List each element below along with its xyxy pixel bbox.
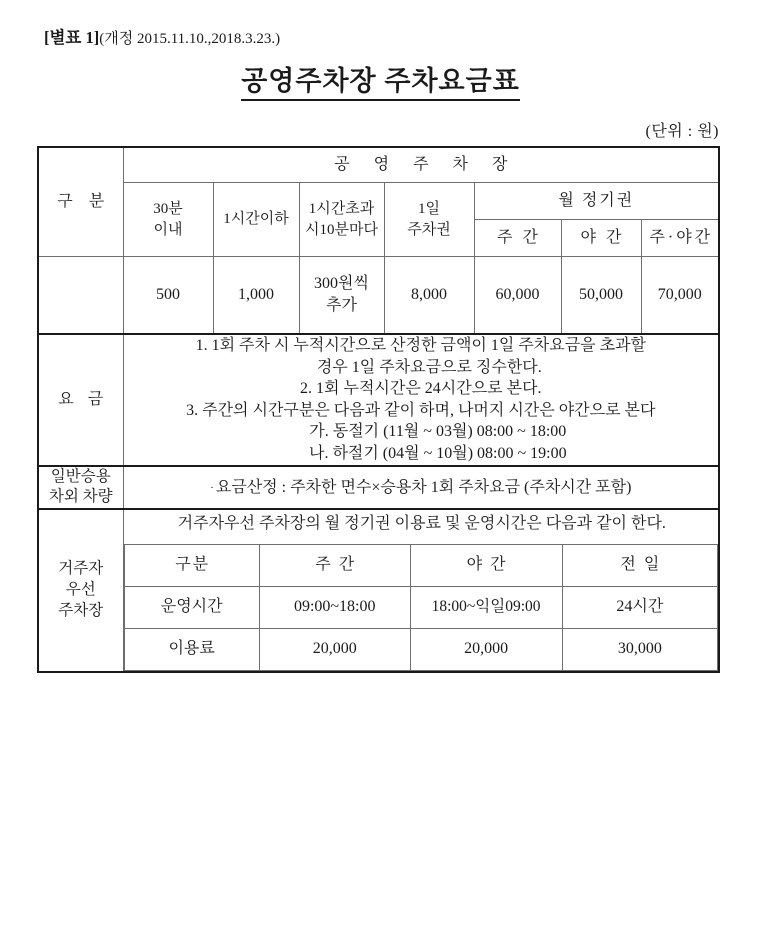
document-header xyxy=(44,24,280,48)
value-under-1hour: 1,000 xyxy=(213,257,299,335)
header-cell-under-1hour: 1시간이하 xyxy=(213,183,299,257)
value-monthly-night: 50,000 xyxy=(561,257,641,335)
inner-cell-fee-day: 20,000 xyxy=(259,629,410,671)
table-row xyxy=(38,334,719,466)
fee-note: 경우 1일 주차요금으로 징수한다. xyxy=(316,358,542,376)
table-row xyxy=(38,183,719,220)
header-cell-gubun: 구 분 xyxy=(38,147,123,257)
header-cell-monthly-day: 주 간 xyxy=(474,220,561,257)
other-vehicle-formula-cell xyxy=(123,466,719,510)
inner-header-night: 야 간 xyxy=(410,545,562,587)
header-cell-over-1hour: 1시간초과 시10분마다 xyxy=(299,183,384,257)
fee-note: 1. 1회 주차 시 누적시간으로 산정한 금액이 1일 주차요금을 초과할 xyxy=(195,337,646,354)
fee-notes-cell xyxy=(123,334,719,466)
table-row xyxy=(124,545,718,587)
value-cell-empty xyxy=(38,257,123,335)
fee-note: 나. 하절기 (04월 ~ 10월) 08:00 ~ 19:00 xyxy=(308,444,567,462)
fee-note: 2. 1회 누적시간은 24시간으로 본다. xyxy=(300,380,542,398)
inner-cell-hours-day: 09:00~18:00 xyxy=(259,587,410,629)
other-vehicle-formula: 요금산정 : 주차한 면수×승용차 1회 주차요금 (주차시간 포함) xyxy=(215,478,632,496)
inner-cell-fee-allday: 30,000 xyxy=(562,629,718,671)
inner-cell-fee-night: 20,000 xyxy=(410,629,562,671)
resident-parking-table xyxy=(124,544,719,671)
header-cell-day-pass: 1일 주차권 xyxy=(384,183,474,257)
inner-cell-hours-allday: 24시간 xyxy=(562,587,718,629)
row-label-other-vehicles: 일반승용 차외 차량 xyxy=(38,466,123,510)
row-label-resident-parking: 거주자 우선 주차장 xyxy=(38,509,123,672)
attachment-tag: [별표 1] xyxy=(44,28,100,47)
table-row xyxy=(38,509,719,672)
table-row xyxy=(124,629,718,671)
inner-header-gubun: 구분 xyxy=(124,545,259,587)
fee-note: 3. 주간의 시간구분은 다음과 같이 하며, 나머지 시간은 야간으로 본다 xyxy=(186,401,656,419)
fee-note: 가. 동절기 (11월 ~ 03월) 08:00 ~ 18:00 xyxy=(309,423,567,441)
bullet-icon: · xyxy=(210,481,214,494)
table-row xyxy=(38,147,719,183)
value-under-30min: 500 xyxy=(123,257,213,335)
value-over-1hour: 300원씩 추가 xyxy=(299,257,384,335)
header-cell-monthly-both: 주·야간 xyxy=(641,220,719,257)
unit-note: (단위 : 원) xyxy=(645,123,719,140)
resident-intro-text: 거주자우선 주차장의 월 정기권 이용료 및 운영시간은 다음과 같이 한다. xyxy=(177,515,666,533)
header-cell-monthly-pass: 월 정기권 xyxy=(474,183,719,220)
inner-header-allday: 전 일 xyxy=(562,545,718,587)
revision-note: (개정 2015.11.10.,2018.3.23.) xyxy=(99,31,281,47)
table-row xyxy=(38,466,719,510)
value-monthly-both: 70,000 xyxy=(641,257,719,335)
row-label-fee: 요 금 xyxy=(38,334,123,466)
value-day-pass: 8,000 xyxy=(384,257,474,335)
value-monthly-day: 60,000 xyxy=(474,257,561,335)
page-title-container xyxy=(0,66,761,101)
resident-parking-cell xyxy=(123,509,719,672)
header-cell-under-30min: 30분 이내 xyxy=(123,183,213,257)
header-cell-group-title: 공 영 주 차 장 xyxy=(123,147,719,183)
inner-row-label-fee: 이용료 xyxy=(124,629,259,671)
table-row xyxy=(124,587,718,629)
header-cell-monthly-night: 야 간 xyxy=(561,220,641,257)
page-title: 공영주차장 주차요금표 xyxy=(241,66,520,101)
inner-header-day: 주 간 xyxy=(259,545,410,587)
inner-row-label-hours: 운영시간 xyxy=(124,587,259,629)
inner-cell-hours-night: 18:00~익일09:00 xyxy=(410,587,562,629)
parking-fee-table xyxy=(37,146,720,673)
table-row xyxy=(38,257,719,335)
